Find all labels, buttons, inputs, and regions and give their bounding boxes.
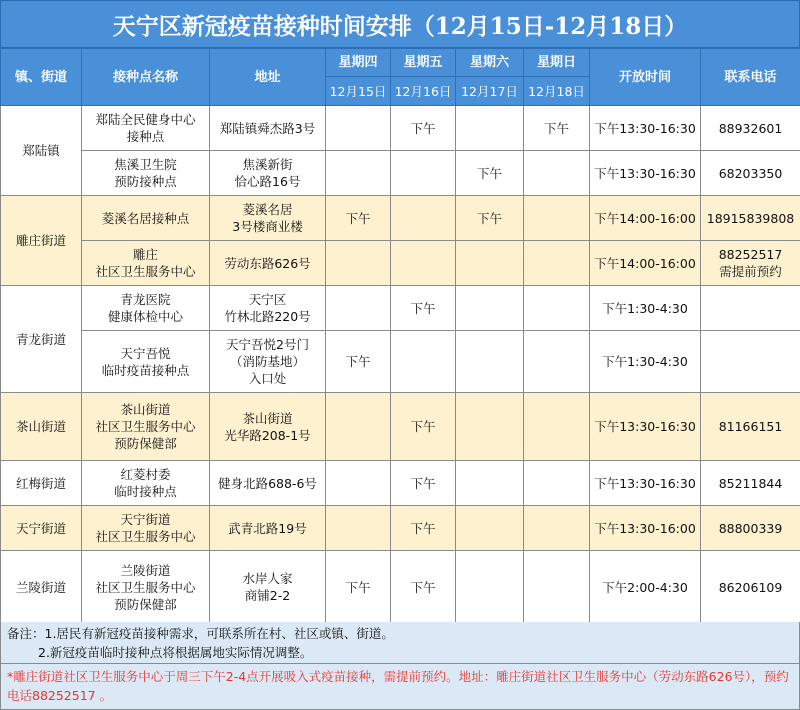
site-cell: 兰陵街道 社区卫生服务中心 预防保健部 [82,551,210,624]
phone-cell: 18915839808 [701,196,800,241]
header-weekday: 星期五 [391,49,456,77]
header-date: 12月18日 [524,77,590,106]
day-cell [391,241,456,286]
address-cell: 郑陆镇舜杰路3号 [210,106,326,151]
day-cell [391,151,456,196]
site-cell: 焦溪卫生院 预防接种点 [82,151,210,196]
table-row [1,331,800,393]
day-cell [326,286,391,331]
site-cell: 雕庄 社区卫生服务中心 [82,241,210,286]
day-cell [456,393,524,461]
table-row [1,551,800,624]
address-cell: 劳动东路626号 [210,241,326,286]
header-weekday: 星期日 [524,49,590,77]
day-cell: 下午 [456,151,524,196]
hours-cell: 下午14:00-16:00 [590,241,701,286]
site-cell: 红菱村委 临时接种点 [82,461,210,506]
header-hours: 开放时间 [590,49,701,106]
day-cell: 下午 [326,331,391,393]
address-cell: 天宁吾悦2号门 （消防基地） 入口处 [210,331,326,393]
address-cell: 武青北路19号 [210,506,326,551]
district-cell: 郑陆镇 [1,106,82,196]
header-address: 地址 [210,49,326,106]
site-cell: 青龙医院 健康体检中心 [82,286,210,331]
day-cell [456,106,524,151]
site-cell: 茶山街道 社区卫生服务中心 预防保健部 [82,393,210,461]
day-cell [524,551,590,624]
day-cell [326,506,391,551]
phone-cell: 88932601 [701,106,800,151]
table-row [1,461,800,506]
address-cell: 天宁区 竹林北路220号 [210,286,326,331]
day-cell [326,151,391,196]
day-cell [456,331,524,393]
table-row [1,196,800,241]
header-district: 镇、街道 [1,49,82,106]
day-cell [524,506,590,551]
phone-cell [701,286,800,331]
district-cell: 青龙街道 [1,286,82,393]
day-cell: 下午 [326,551,391,624]
phone-cell [701,331,800,393]
day-cell [524,393,590,461]
phone-cell: 81166151 [701,393,800,461]
hours-cell: 下午14:00-16:00 [590,196,701,241]
day-cell: 下午 [391,106,456,151]
day-cell [524,151,590,196]
hours-cell: 下午2:00-4:30 [590,551,701,624]
day-cell [391,331,456,393]
day-cell: 下午 [524,106,590,151]
day-cell [524,196,590,241]
phone-cell: 68203350 [701,151,800,196]
phone-cell: 88252517 需提前预约 [701,241,800,286]
day-cell: 下午 [326,196,391,241]
notes-box [0,622,800,664]
day-cell: 下午 [391,393,456,461]
day-cell [326,393,391,461]
day-cell: 下午 [391,286,456,331]
district-cell: 茶山街道 [1,393,82,461]
hours-cell: 下午13:30-16:00 [590,506,701,551]
day-cell [326,106,391,151]
hours-cell: 下午13:30-16:30 [590,393,701,461]
day-cell [524,461,590,506]
header-site: 接种点名称 [82,49,210,106]
header-date: 12月17日 [456,77,524,106]
hours-cell: 下午1:30-4:30 [590,331,701,393]
district-cell: 兰陵街道 [1,551,82,624]
table-row [1,393,800,461]
day-cell [524,331,590,393]
day-cell: 下午 [456,196,524,241]
day-cell [456,551,524,624]
day-cell [524,241,590,286]
day-cell [456,241,524,286]
table-row [1,241,800,286]
district-cell: 红梅街道 [1,461,82,506]
hours-cell: 下午1:30-4:30 [590,286,701,331]
day-cell [456,286,524,331]
inhaled-vaccine-note: *雕庄街道社区卫生服务中心于周三下午2-4点开展吸入式疫苗接种，需提前预约。地址：雕庄街道社区卫生服务中心（劳动东路626号），预约电话88252517 。 [0,664,800,710]
address-cell: 健身北路688-6号 [210,461,326,506]
day-cell [456,506,524,551]
phone-cell: 88800339 [701,506,800,551]
header-date: 12月16日 [391,77,456,106]
page-title: 天宁区新冠疫苗接种时间安排（12月15日-12月18日） [0,0,800,48]
header-phone: 联系电话 [701,49,800,106]
day-cell [391,196,456,241]
day-cell: 下午 [391,506,456,551]
table-row [1,151,800,196]
address-cell: 菱溪名居 3号楼商业楼 [210,196,326,241]
address-cell: 焦溪新街 恰心路16号 [210,151,326,196]
header-weekday: 星期四 [326,49,391,77]
note-line-2: 2.新冠疫苗临时接种点将根据属地实际情况调整。 [38,645,313,660]
note-line-1: 备注：1.居民有新冠疫苗接种需求，可联系所在村、社区或镇、街道。 [7,626,394,641]
address-cell: 茶山街道 光华路208-1号 [210,393,326,461]
hours-cell: 下午13:30-16:30 [590,106,701,151]
day-cell: 下午 [391,461,456,506]
hours-cell: 下午13:30-16:30 [590,151,701,196]
site-cell: 郑陆全民健身中心 接种点 [82,106,210,151]
phone-cell: 85211844 [701,461,800,506]
table-row [1,106,800,151]
day-cell [456,461,524,506]
schedule-table [0,48,800,624]
site-cell: 菱溪名居接种点 [82,196,210,241]
day-cell [524,286,590,331]
day-cell [326,241,391,286]
address-cell: 水岸人家 商铺2-2 [210,551,326,624]
day-cell [326,461,391,506]
header-date: 12月15日 [326,77,391,106]
day-cell: 下午 [391,551,456,624]
district-cell: 雕庄街道 [1,196,82,286]
table-row [1,286,800,331]
header-weekday: 星期六 [456,49,524,77]
phone-cell: 86206109 [701,551,800,624]
hours-cell: 下午13:30-16:30 [590,461,701,506]
district-cell: 天宁街道 [1,506,82,551]
site-cell: 天宁街道 社区卫生服务中心 [82,506,210,551]
site-cell: 天宁吾悦 临时疫苗接种点 [82,331,210,393]
table-row [1,506,800,551]
